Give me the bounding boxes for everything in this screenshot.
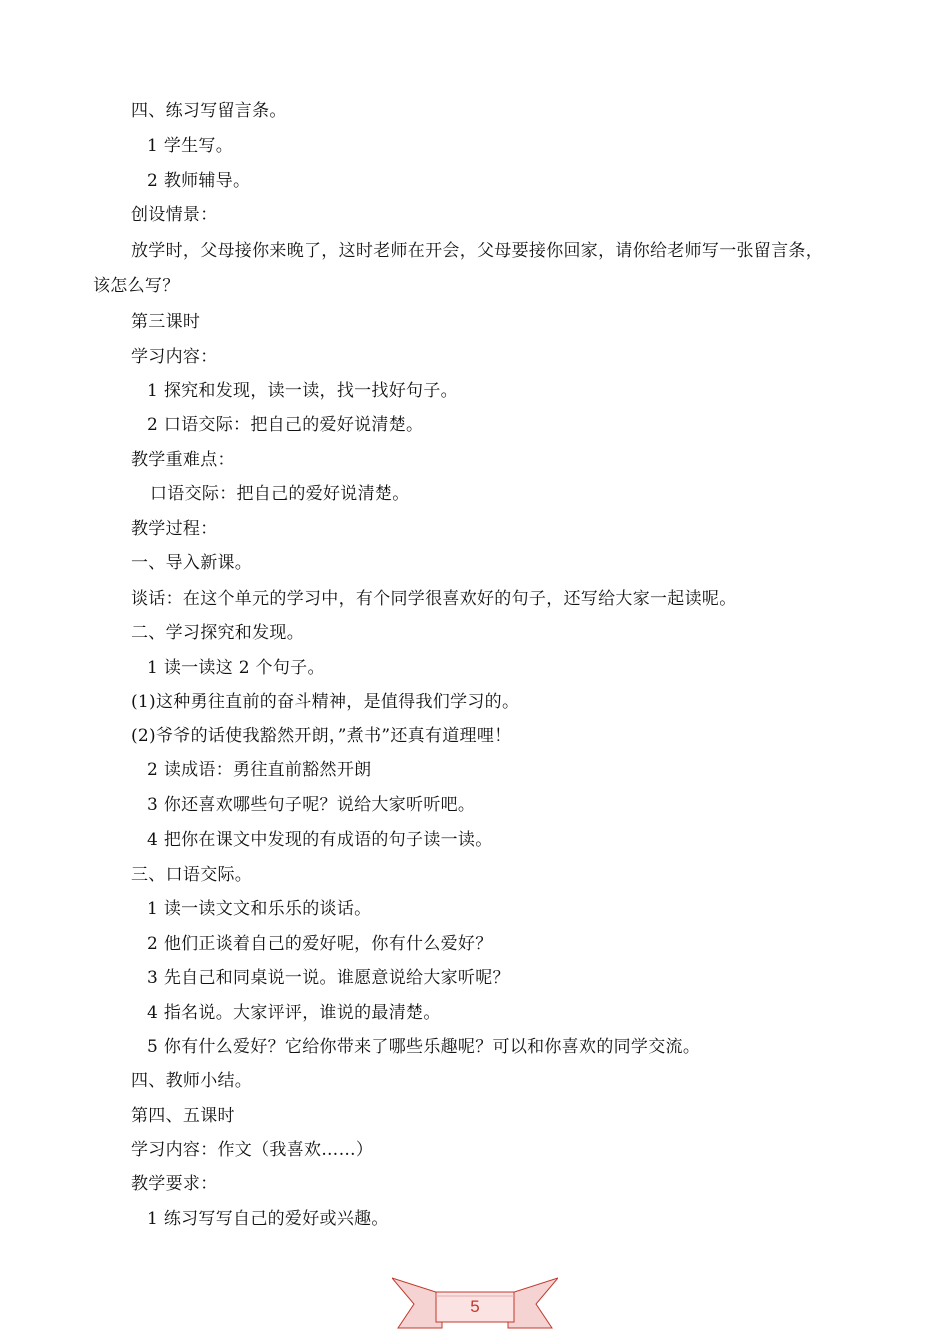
paragraph-line: 谈话：在这个单元的学习中，有个同学很喜欢好的句子，还写给大家一起读呢。 bbox=[131, 589, 737, 609]
text-line: 口语交际：把自己的爱好说清楚。 bbox=[150, 484, 410, 504]
lesson-heading: 第四、五课时 bbox=[131, 1106, 235, 1126]
text-line: 1 学生写。 bbox=[147, 136, 234, 156]
list-item: 1 探究和发现，读一读，找一找好句子。 bbox=[147, 381, 458, 401]
section-heading: 四、教师小结。 bbox=[131, 1071, 253, 1091]
lesson-heading: 第三课时 bbox=[131, 312, 201, 332]
text-line: 教学要求： bbox=[131, 1174, 218, 1194]
list-item: 2 读成语：勇往直前豁然开朗 bbox=[147, 760, 372, 780]
section-heading: 四、练习写留言条。 bbox=[131, 101, 287, 121]
list-item: 4 把你在课文中发现的有成语的句子读一读。 bbox=[147, 830, 493, 850]
list-item: 3 你还喜欢哪些句子呢？说给大家听听吧。 bbox=[147, 795, 476, 815]
text-line: 教学重难点： bbox=[131, 450, 235, 470]
list-item: 4 指名说。大家评评，谁说的最清楚。 bbox=[147, 1003, 441, 1023]
text-line: 学习内容： bbox=[131, 347, 218, 367]
text-line: 2 教师辅导。 bbox=[147, 171, 251, 191]
section-heading: 三、口语交际。 bbox=[131, 865, 253, 885]
paragraph-line: 该怎么写？ bbox=[93, 276, 180, 296]
text-line: 学习内容：作文（我喜欢……） bbox=[131, 1140, 374, 1160]
page-number: 5 bbox=[470, 1297, 480, 1316]
text-line: 创设情景： bbox=[131, 205, 218, 225]
list-item: 3 先自己和同桌说一说。谁愿意说给大家听呢？ bbox=[147, 968, 510, 988]
example-sentence: (1)这种勇往直前的奋斗精神，是值得我们学习的。 bbox=[131, 692, 520, 712]
paragraph-line: 放学时，父母接你来晚了，这时老师在开会，父母要接你回家，请你给老师写一张留言条， bbox=[131, 241, 823, 261]
list-item: 1 读一读这 2 个句子。 bbox=[147, 658, 325, 678]
list-item: 1 练习写写自己的爱好或兴趣。 bbox=[147, 1209, 389, 1229]
list-item: 2 口语交际：把自己的爱好说清楚。 bbox=[147, 415, 424, 435]
list-item: 2 他们正谈着自己的爱好呢，你有什么爱好？ bbox=[147, 934, 493, 954]
example-sentence: (2)爷爷的话使我豁然开朗，”煮书”还真有道理哩！ bbox=[131, 726, 512, 746]
section-heading: 一、导入新课。 bbox=[131, 553, 253, 573]
text-line: 教学过程： bbox=[131, 519, 218, 539]
list-item: 1 读一读文文和乐乐的谈话。 bbox=[147, 899, 372, 919]
list-item: 5 你有什么爱好？它给你带来了哪些乐趣呢？可以和你喜欢的同学交流。 bbox=[147, 1037, 701, 1057]
section-heading: 二、学习探究和发现。 bbox=[131, 623, 304, 643]
